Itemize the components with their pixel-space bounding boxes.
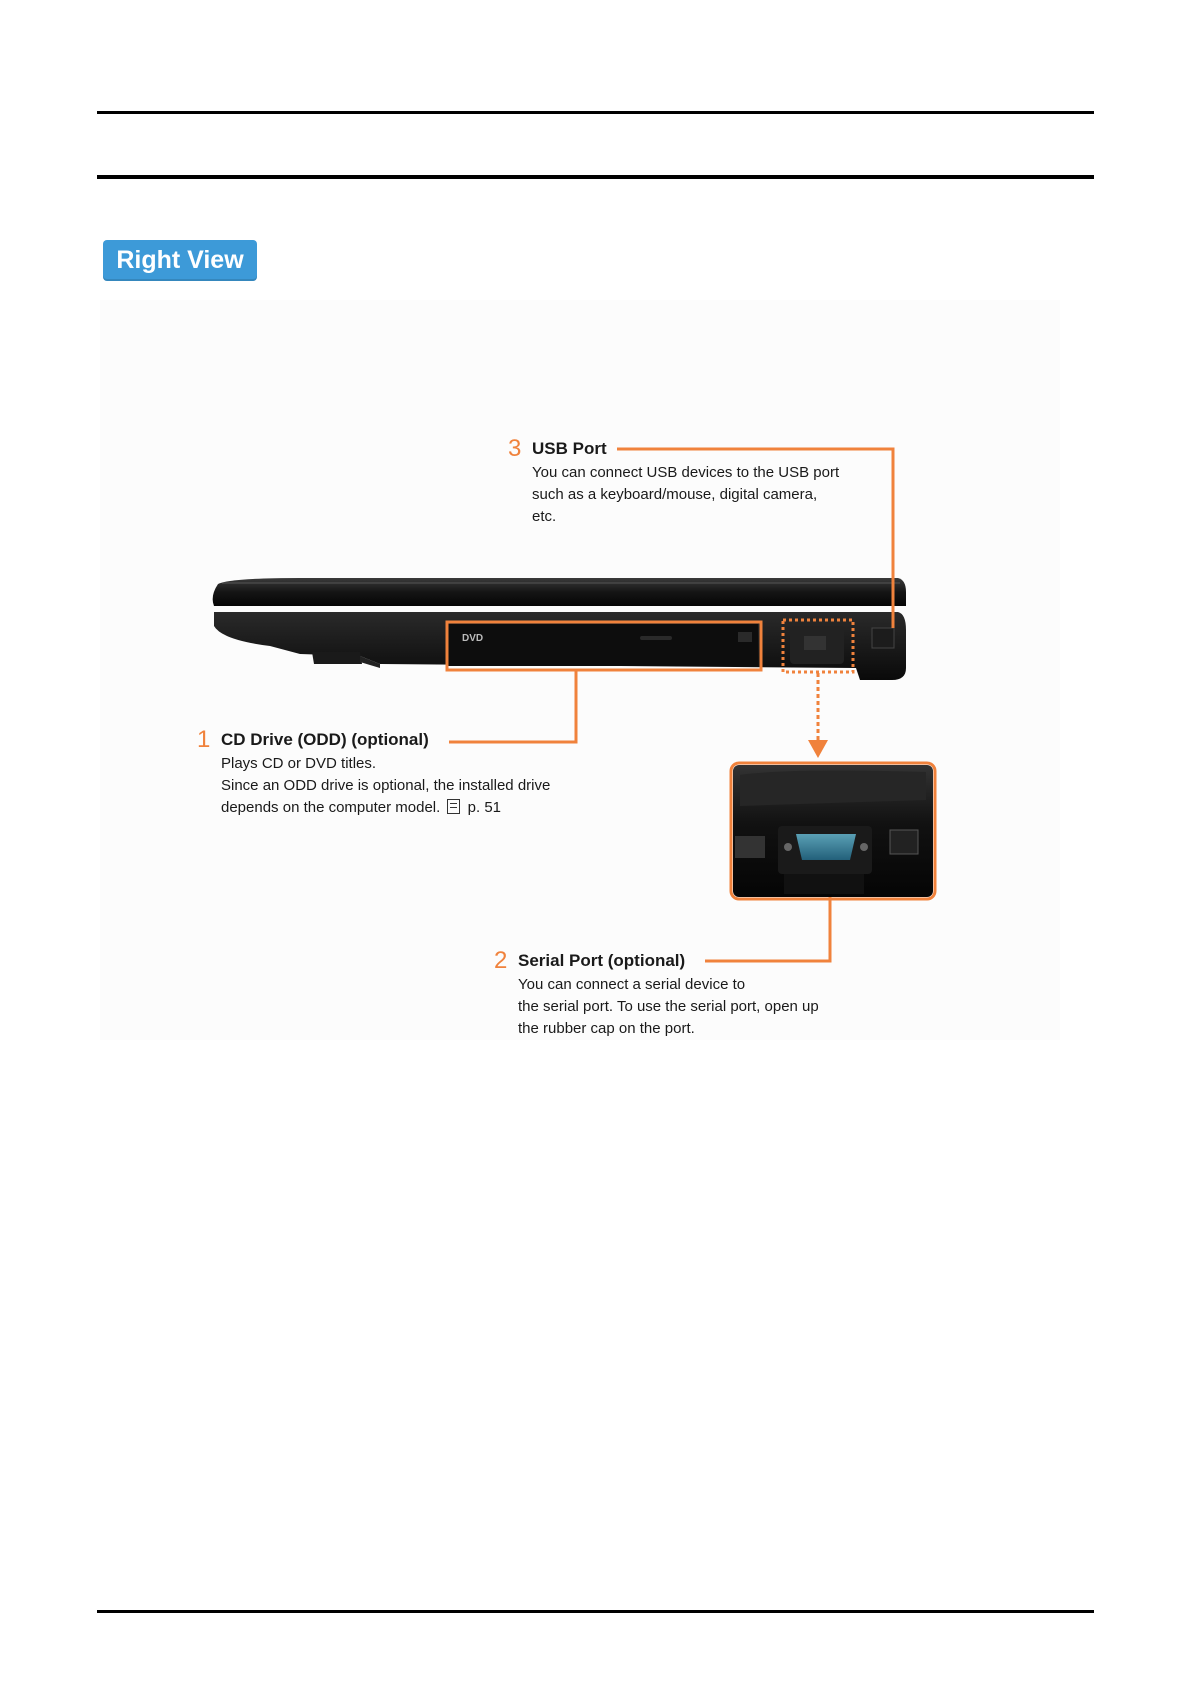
callout-number: 1 [197, 726, 211, 753]
callout-serial-port [494, 947, 894, 1041]
callout-number: 2 [494, 947, 508, 974]
callout-cd-drive [197, 726, 617, 820]
page-reference: p. 51 [467, 799, 502, 816]
laptop-lid [213, 578, 906, 606]
callout-title: CD Drive (ODD) (optional) [221, 730, 429, 749]
callout-title: USB Port [532, 439, 607, 458]
description-line: such as a keyboard/mouse, digital camera, [532, 486, 818, 503]
description-line: the serial port. To use the serial port, open up [518, 998, 819, 1015]
callout-description [221, 753, 550, 819]
description-line: depends on the computer model. p. 51 [221, 799, 502, 816]
serial-port-zoom-photo [731, 763, 935, 899]
zoom-arrow-icon [808, 740, 828, 758]
footer-rule [97, 1610, 1094, 1613]
callout-usb-port [508, 435, 928, 529]
description-line: Since an ODD drive is optional, the installed drive [221, 777, 551, 794]
section-title-badge: Right View [103, 240, 257, 281]
description-line: You can connect a serial device to [518, 976, 746, 993]
description-line: etc. [532, 508, 557, 525]
dvd-logo: DVD [462, 633, 484, 644]
description-line: the rubber cap on the port. [518, 1020, 695, 1037]
manual-reference-icon [447, 799, 460, 814]
description-line: You can connect USB devices to the USB port [532, 464, 840, 481]
callout-description [532, 462, 839, 528]
callout-title: Serial Port (optional) [518, 951, 686, 970]
callout-description [518, 974, 819, 1040]
callout-number: 3 [508, 435, 522, 462]
description-line: Plays CD or DVD titles. [221, 755, 377, 772]
